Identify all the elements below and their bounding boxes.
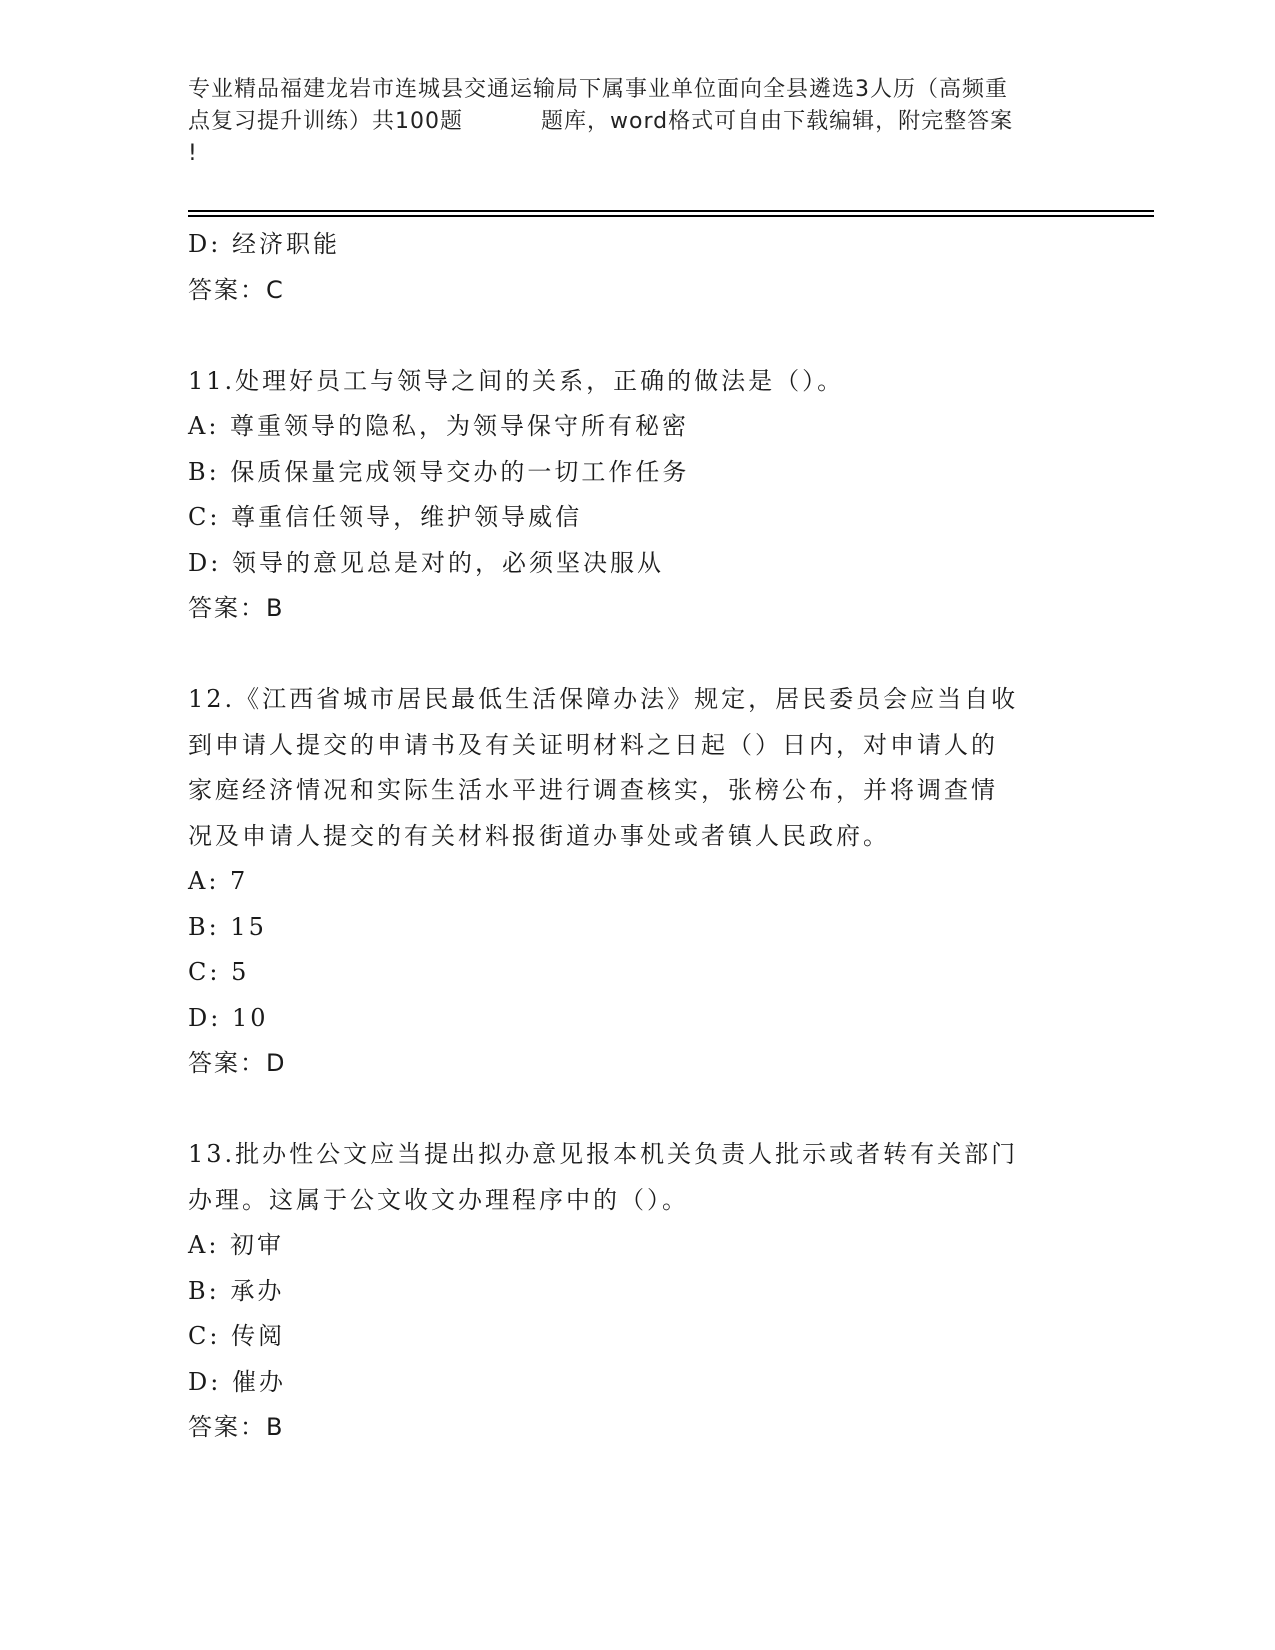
question-block	[188, 677, 1088, 1087]
header-line-2-part-a: 点复习提升训练）共100题	[188, 109, 463, 134]
option-d: D: 10	[188, 1003, 269, 1032]
question-content	[188, 222, 1088, 1451]
header-line-1: 专业精品福建龙岩市连城县交通运输局下属事业单位面向全县遴选3人历（高频重	[188, 77, 1008, 102]
answer-label: 答案：D	[188, 1049, 287, 1077]
question-block	[188, 1132, 1088, 1451]
option-b: B: 保质保量完成领导交办的一切工作任务	[188, 457, 690, 486]
header-divider-bottom	[188, 215, 1154, 217]
question-stem-line: 到申请人提交的申请书及有关证明材料之日起（）日内，对申请人的	[188, 730, 998, 759]
option-d: D: 领导的意见总是对的，必须坚决服从	[188, 548, 664, 577]
question-stem-line: 家庭经济情况和实际生活水平进行调查核实，张榜公布，并将调查情	[188, 776, 998, 804]
option-b: B: 承办	[188, 1276, 285, 1305]
question-stem	[188, 1132, 1068, 1223]
question-stem-line: 办理。这属于公文收文办理程序中的（）。	[188, 1185, 689, 1214]
header-line-2	[188, 106, 1088, 138]
option-a: A: 尊重领导的隐私，为领导保守所有秘密	[188, 412, 690, 440]
question-stem-line: 况及申请人提交的有关材料报街道办事处或者镇人民政府。	[188, 821, 890, 850]
question-block	[188, 359, 1088, 632]
answer-label: 答案：B	[188, 1413, 285, 1441]
option-c: C: 传阅	[188, 1322, 286, 1350]
question-stem	[188, 677, 1068, 859]
question-stem-line: 11.处理好员工与领导之间的关系，正确的做法是（）。	[188, 366, 845, 395]
header-divider-top	[188, 210, 1154, 212]
question-stem-line: 13.批办性公文应当提出拟办意见报本机关负责人批示或者转有关部门	[188, 1140, 1019, 1168]
header-line-2-part-b: 题库，word格式可自由下载编辑，附完整答案	[541, 109, 1014, 134]
question-stem	[188, 359, 1068, 405]
option-c: C: 尊重信任领导，维护领导威信	[188, 503, 583, 531]
option-a: A: 初审	[188, 1231, 285, 1259]
header-line-3: !	[188, 141, 198, 166]
option-a: A: 7	[188, 867, 249, 895]
prev-answer: 答案：C	[188, 275, 285, 304]
question-stem-line: 12.《江西省城市居民最低生活保障办法》规定，居民委员会应当自收	[188, 685, 1019, 713]
prev-option-d: D: 经济职能	[188, 230, 340, 258]
answer-label: 答案：B	[188, 594, 285, 622]
option-b: B: 15	[188, 912, 267, 941]
document-header	[188, 74, 1088, 170]
option-d: D: 催办	[188, 1367, 286, 1396]
option-c: C: 5	[188, 958, 250, 986]
